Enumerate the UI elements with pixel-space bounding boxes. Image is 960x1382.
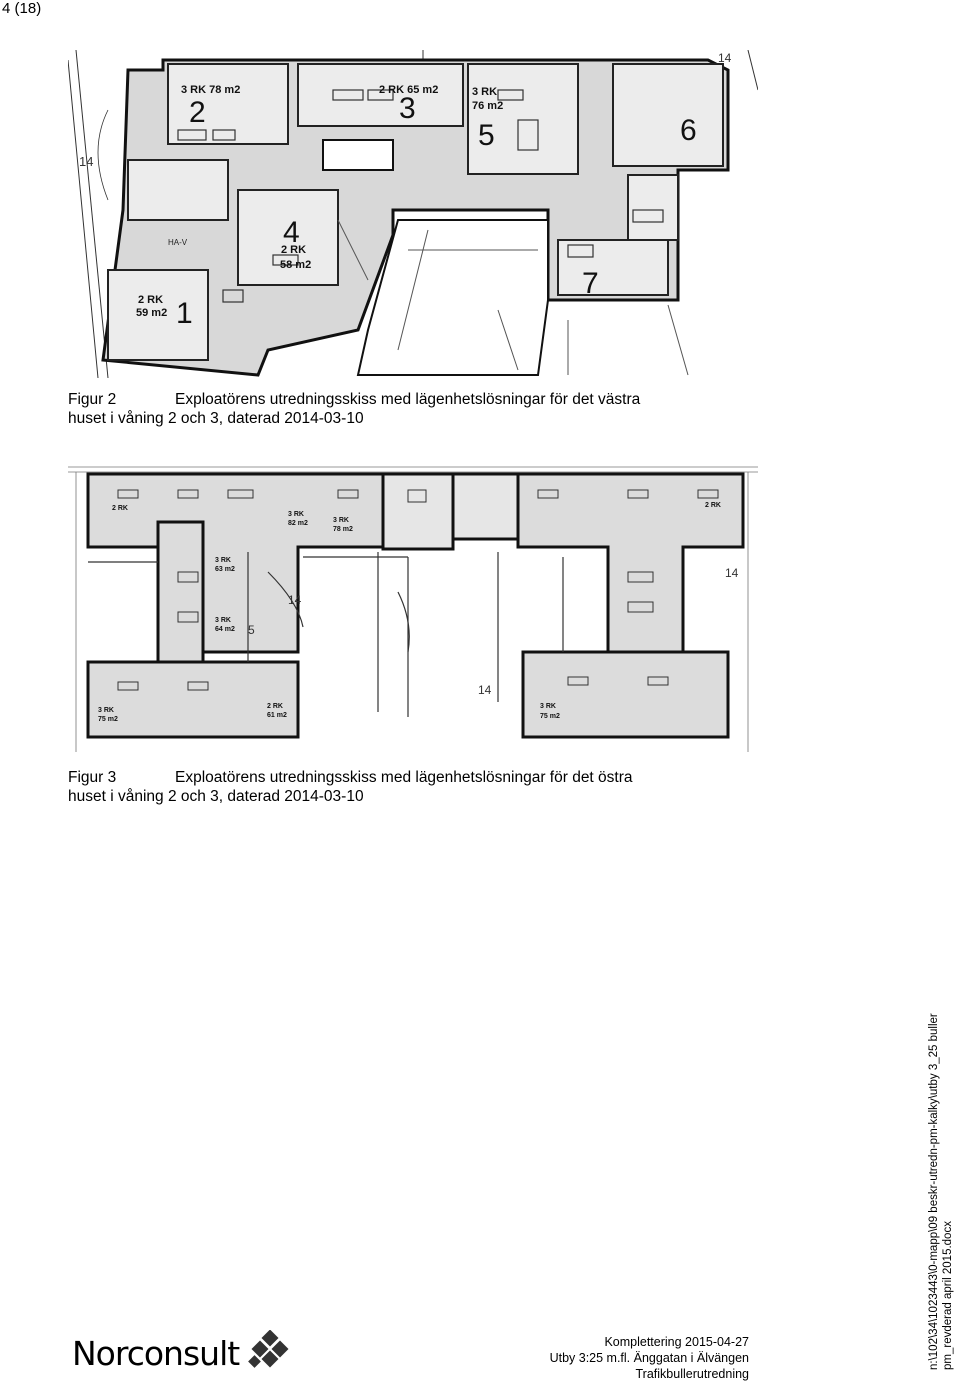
page-number: 4 (18): [2, 0, 42, 17]
svg-text:3 RK: 3 RK: [98, 707, 114, 714]
footer-info: [490, 1334, 749, 1382]
svg-text:2 RK: 2 RK: [705, 502, 721, 509]
figure3-caption-line1: Exploatörens utredningsskiss med lägenhetslösningar för det östra: [175, 769, 633, 786]
svg-text:64 m2: 64 m2: [215, 626, 235, 633]
svg-text:14: 14: [718, 51, 732, 65]
footer-line2: Utby 3:25 m.fl. Änggatan i Älvängen: [549, 1351, 749, 1365]
svg-text:2 RK: 2 RK: [112, 505, 128, 512]
svg-text:61 m2: 61 m2: [267, 712, 287, 719]
svg-text:3 RK: 3 RK: [472, 86, 498, 98]
svg-text:75 m2: 75 m2: [98, 716, 118, 723]
figure2-label: Figur 2: [68, 391, 117, 408]
figure3-label: Figur 3: [68, 769, 117, 786]
logo-wordmark: Norconsult: [72, 1333, 240, 1373]
figure3-floor-plan: [68, 462, 758, 752]
svg-text:63 m2: 63 m2: [215, 566, 235, 573]
svg-text:5: 5: [478, 119, 495, 152]
svg-text:6: 6: [680, 114, 697, 147]
svg-text:3: 3: [399, 92, 416, 125]
norconsult-logo: [72, 1332, 293, 1374]
svg-text:82 m2: 82 m2: [288, 520, 308, 527]
figure2-floor-plan: [68, 50, 758, 378]
svg-text:3 RK: 3 RK: [215, 617, 231, 624]
svg-text:76 m2: 76 m2: [472, 100, 504, 112]
logo-diamond-icon: [247, 1330, 293, 1376]
figure3-caption: [68, 768, 788, 806]
figure3-caption-line2: huset i våning 2 och 3, daterad 2014-03-10: [68, 788, 364, 805]
svg-text:4: 4: [283, 216, 300, 249]
svg-text:HA-V: HA-V: [168, 238, 188, 247]
file-path-line1: n:\102\34\1023443\0-mapp\09 beskr-utredn-pm-kalky\utby 3_25 buller: [928, 1013, 940, 1370]
svg-text:3 RK: 3 RK: [540, 703, 556, 710]
figure2-plan-drawing: [68, 50, 758, 378]
svg-text:14: 14: [288, 593, 302, 607]
svg-text:1: 1: [176, 297, 193, 330]
svg-text:59 m2: 59 m2: [136, 307, 168, 319]
svg-text:2: 2: [189, 96, 206, 129]
figure3-plan-drawing: [68, 462, 758, 752]
svg-text:2 RK: 2 RK: [267, 703, 283, 710]
svg-text:58 m2: 58 m2: [280, 259, 312, 271]
figure2-caption-line2: huset i våning 2 och 3, daterad 2014-03-10: [68, 410, 364, 427]
svg-text:14: 14: [478, 683, 492, 697]
svg-text:75 m2: 75 m2: [540, 713, 560, 720]
svg-text:3 RK: 3 RK: [215, 557, 231, 564]
svg-text:14: 14: [79, 154, 94, 169]
svg-text:7: 7: [582, 267, 599, 300]
svg-text:2 RK 65 m2: 2 RK 65 m2: [379, 84, 439, 96]
file-path-line2: pm_revderad april 2015.docx: [942, 1221, 954, 1370]
figure2-caption-line1: Exploatörens utredningsskiss med lägenhetslösningar för det västra: [175, 391, 641, 408]
svg-text:3 RK: 3 RK: [333, 517, 349, 524]
svg-text:78 m2: 78 m2: [333, 526, 353, 533]
svg-text:2 RK: 2 RK: [281, 244, 307, 256]
footer-line1: Komplettering 2015-04-27: [604, 1335, 749, 1349]
figure2-caption: [68, 390, 788, 428]
svg-text:14: 14: [725, 566, 739, 580]
svg-text:5: 5: [248, 623, 255, 637]
footer-line3: Trafikbullerutredning: [635, 1367, 749, 1381]
file-path: [927, 1013, 955, 1370]
svg-text:2 RK: 2 RK: [138, 294, 164, 306]
svg-text:3 RK: 3 RK: [288, 511, 304, 518]
svg-text:3 RK 78 m2: 3 RK 78 m2: [181, 84, 241, 96]
